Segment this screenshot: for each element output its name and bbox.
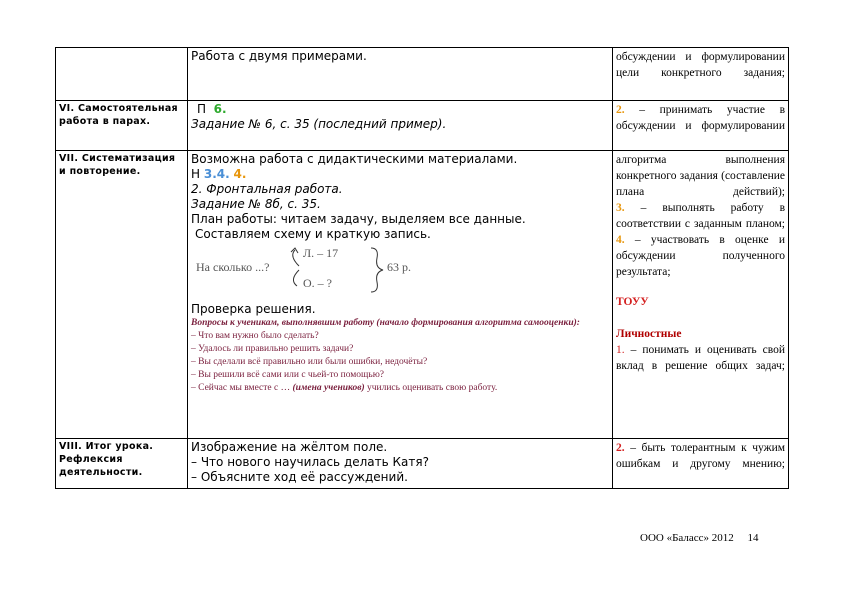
table-row — [56, 439, 789, 489]
activity-line: – Объясните ход её рассуждений. — [191, 470, 408, 484]
table-row — [56, 101, 789, 151]
activity-line: – Что нового научилась делать Катя? — [191, 455, 429, 469]
table-row — [56, 48, 789, 101]
scheme-l: Л. – 17 — [303, 246, 339, 260]
task-ref: Задание № 8б, с. 35. — [191, 197, 321, 211]
task-scheme — [191, 246, 609, 296]
workbook-line: Н 3.4. 4. — [191, 167, 247, 181]
uud-heading: ТОУУ — [616, 296, 649, 308]
stage-cell — [56, 48, 188, 101]
question-block — [191, 317, 609, 395]
uud-cell — [613, 101, 789, 151]
stage-cell: VIII. Итог урока. Рефлексия деятельности. — [56, 439, 188, 489]
stage-cell: VI. Самостоятельная работа в парах. — [56, 101, 188, 151]
uud-text: – выполнять работу в соответствии с заданным планом; — [616, 202, 785, 230]
task-number: 4. — [233, 167, 247, 181]
uud-number: 4. — [616, 234, 625, 246]
activity-line: Возможна работа с дидактическими материалами. — [191, 152, 518, 166]
scheme-total: 63 р. — [387, 260, 411, 274]
question-item: – Вы сделали всё правильно или были ошибки, недочёты? — [191, 357, 428, 367]
uud-text: – понимать и оценивать свой вклад в решение общих задач; — [616, 344, 786, 372]
activity-line: Изображение на жёлтом поле. — [191, 440, 388, 454]
uud-heading: Личностные — [616, 328, 682, 340]
activity-line: Составляем схему и краткую запись. — [195, 227, 431, 241]
task-number: 4. — [216, 167, 230, 181]
scheme-o: О. – ? — [303, 276, 332, 290]
uud-number: 3. — [616, 202, 625, 214]
activity-line: План работы: читаем задачу, выделяем все данные. — [191, 212, 526, 226]
table-row — [56, 151, 789, 439]
publisher: ООО «Баласс» 2012 — [640, 532, 734, 544]
activity-cell — [188, 439, 613, 489]
question-header: Вопросы к ученикам, выполнявшим работу (начало формирования алгоритма самооценки): — [191, 318, 580, 328]
activity-text: Работа с двумя примерами. — [191, 49, 367, 63]
activity-cell — [188, 151, 613, 439]
scheme-question: На сколько ...? — [196, 260, 270, 274]
activity-cell — [188, 101, 613, 151]
task-ref: Задание № 6, с. 35 (последний пример). — [191, 117, 447, 131]
uud-text: алгоритма выполнения конкретного задания (составление плана действий); — [616, 154, 785, 198]
question-item: – Удалось ли правильно решить задачи? — [191, 344, 354, 354]
uud-number: 1. — [616, 344, 625, 356]
uud-cell — [613, 151, 789, 439]
question-item: – Вы решили всё сами или с чьей-то помощью? — [191, 370, 385, 380]
stage-cell: VII. Систематизация и повторение. — [56, 151, 188, 439]
page-footer — [640, 532, 759, 544]
question-item: – Что вам нужно было сделать? — [191, 331, 319, 341]
check-title: Проверка решения. — [191, 302, 316, 316]
uud-text: – принимать участие в обсуждении и формулировании — [616, 104, 786, 132]
question-item: – Сейчас мы вместе с … (имена учеников) учились оценивать свою работу. — [191, 383, 498, 393]
uud-cell — [613, 439, 789, 489]
uud-number: 2. — [616, 104, 625, 116]
task-number: 6. — [213, 102, 227, 116]
uud-text: – быть толерантным к чужим ошибкам и другому мнению; — [616, 442, 786, 470]
uud-number: 2. — [616, 442, 625, 454]
lesson-table — [55, 47, 789, 489]
textbook-marker: П — [197, 102, 207, 116]
uud-cell — [613, 48, 789, 101]
activity-cell — [188, 48, 613, 101]
task-number: 3. — [203, 167, 217, 181]
uud-text: обсуждении и формулировании цели конкретного задания; — [616, 51, 785, 79]
page-number: 14 — [747, 532, 759, 544]
activity-line: 2. Фронтальная работа. — [191, 182, 343, 196]
uud-text: – участвовать в оценке и обсуждении полученного результата; — [616, 234, 785, 278]
